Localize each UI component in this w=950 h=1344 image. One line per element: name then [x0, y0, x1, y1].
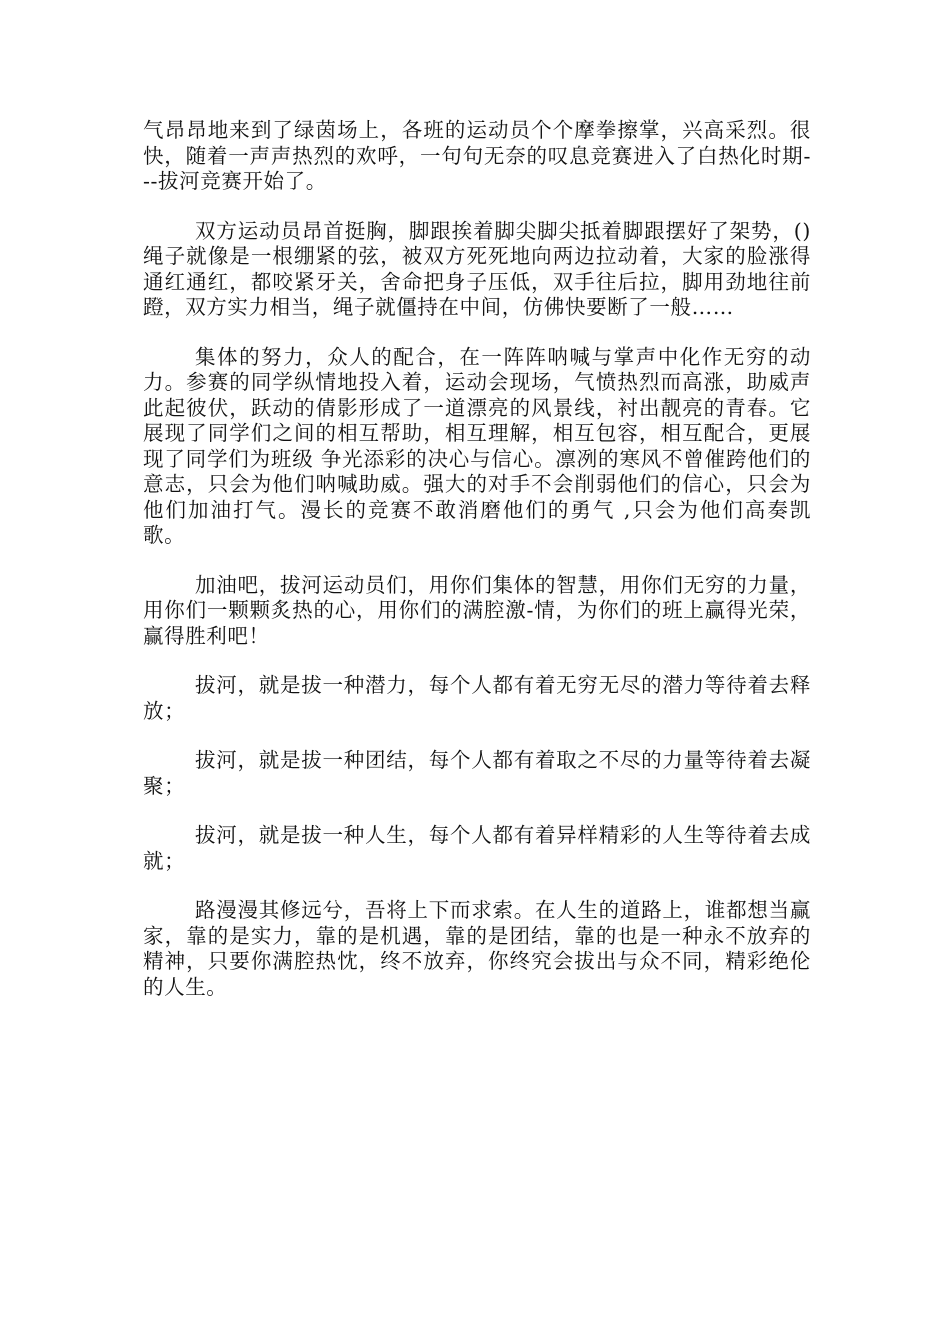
- document-body: [143, 118, 811, 1024]
- paragraph-1: 气昂昂地来到了绿茵场上，各班的运动员个个摩拳擦掌，兴高采烈。很快，随着一声声热烈的欢呼，一句句无奈的叹息竞赛进入了白热化时期---拔河竞赛开始了。: [143, 118, 811, 193]
- paragraph-6: 拔河，就是拔一种团结，每个人都有着取之不尽的力量等待着去凝聚；: [143, 748, 811, 798]
- paragraph-8: 路漫漫其修远兮，吾将上下而求索。在人生的道路上，谁都想当赢家，靠的是实力，靠的是机遇，靠的是团结，靠的也是一种永不放弃的精神，只要你满腔热忱，终不放弃，你终究会拔出与众不同，精彩绝伦的人生。: [143, 898, 811, 999]
- paragraph-2: 双方运动员昂首挺胸，脚跟挨着脚尖脚尖抵着脚跟摆好了架势，()绳子就像是一根绷紧的弦，被双方死死地向两边拉动着，大家的脸涨得通红通红，都咬紧牙关，舍命把身子压低，双手往后拉，脚用劲地往前蹬，双方实力相当，绳子就僵持在中间，仿佛快要断了一般……: [143, 218, 811, 319]
- paragraph-5: 拔河，就是拔一种潜力，每个人都有着无穷无尽的潜力等待着去释放；: [143, 673, 811, 723]
- paragraph-4: 加油吧，拔河运动员们，用你们集体的智慧，用你们无穷的力量，用你们一颗颗炙热的心，用你们的满腔激-情，为你们的班上赢得光荣，赢得胜利吧！: [143, 572, 811, 648]
- paragraph-3: 集体的努力，众人的配合，在一阵阵呐喊与掌声中化作无穷的动力。参赛的同学纵情地投入着，运动会现场，气愤热烈而高涨，助威声此起彼伏，跃动的倩影形成了一道漂亮的风景线，衬出靓亮的青春。它展现了同学们之间的相互帮助，相互理解，相互包容，相互配合，更展现了同学们为班级 争光添彩的决心与信心。凛冽的寒风不曾催跨他们的意志，只会为他们呐喊助威。强大的对手不会削弱他们的信心，只会为他们加油打气。漫长的竞赛不敢消磨他们的勇气 ,只会为他们高奏凯歌。: [143, 344, 811, 547]
- paragraph-7: 拔河，就是拔一种人生，每个人都有着异样精彩的人生等待着去成就；: [143, 823, 811, 873]
